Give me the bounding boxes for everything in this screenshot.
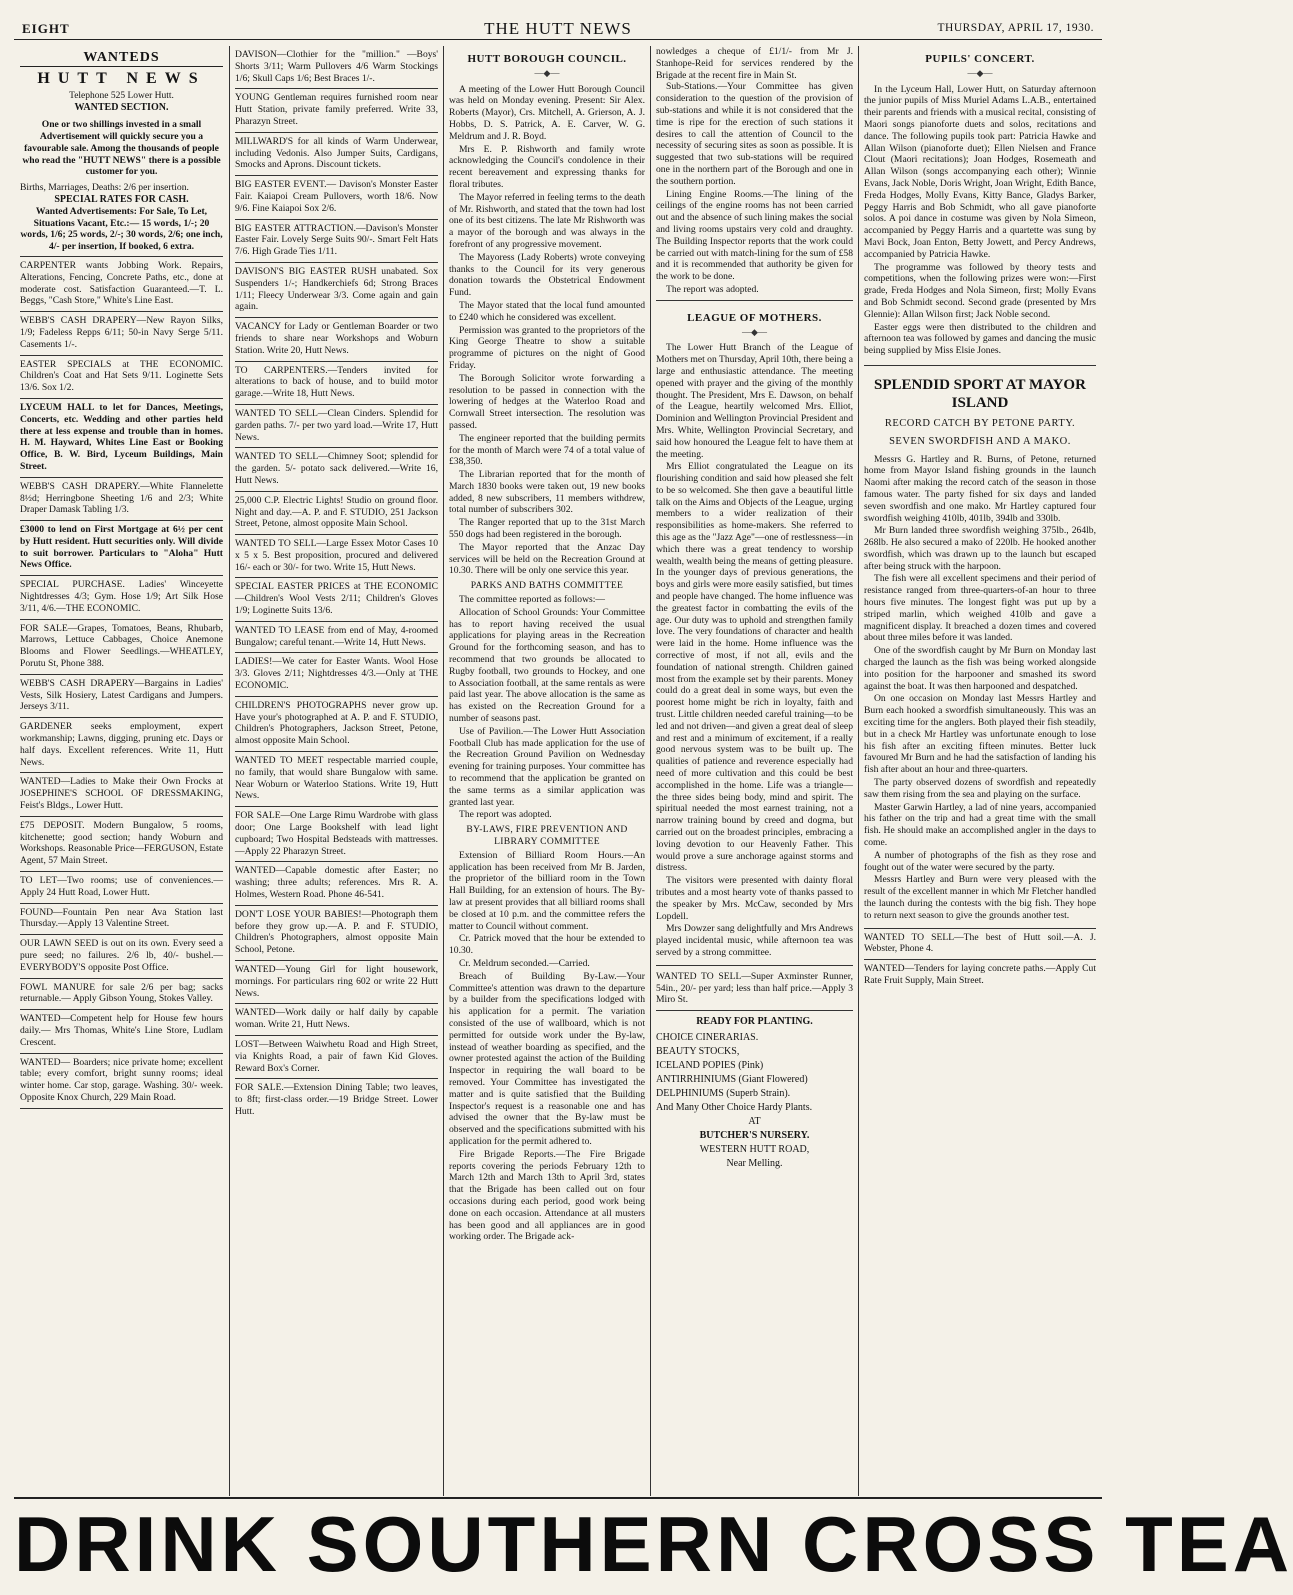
article-paragraph: The Mayor stated that the local fund amounted to £240 which he considered was excellent. xyxy=(449,299,645,323)
column-wanteds xyxy=(20,46,223,1496)
classified-ad: WANTED—Work daily or half daily by capable woman. Write 21, Hutt News. xyxy=(235,1004,438,1036)
classified-ad: WANTED—Competent help for House few hours daily.— Mrs Thomas, White's Line Store, Ludlam Crescent. xyxy=(20,1010,223,1053)
nursery-item: And Many Other Choice Hardy Plants. xyxy=(656,1102,813,1114)
classified-ad: FOWL MANURE for sale 2/6 per bag; sacks returnable.— Apply Gibson Young, Stokes Valley. xyxy=(20,979,223,1011)
article-paragraph: A meeting of the Lower Hutt Borough Council was held on Monday evening. Present: Sir Alex. Roberts (Mayor), Crs. Mitchell, A. Grierson, A. J. Hobbs, D. S. Patrick, A. E. Carver, W. G. Meldrum and J. R. Boyd. xyxy=(449,83,645,142)
masthead xyxy=(14,18,1102,40)
sport-subheading: RECORD CATCH BY PETONE PARTY. xyxy=(884,417,1076,429)
classified-ad: MILLWARD'S for all kinds of Warm Underwear, including Vedonis. Also Jumper Suits, Cardigans, Smocks and Aprons. Discount tickets. xyxy=(235,133,438,176)
classified-ad: WANTED—Young Girl for light housework, mornings. For particulars ring 602 or write 22 Hutt News. xyxy=(235,961,438,1004)
classified-ad: WANTED—Ladies to Make their Own Frocks at JOSEPHINE'S SCHOOL OF DRESSMAKING, Feist's Bldgs., Lower Hutt. xyxy=(20,773,223,816)
article-paragraph: Permission was granted to the proprietors of the King George Theatre to show a suitable programme of pictures on the night of Good Friday. xyxy=(449,324,645,371)
hutt-news-title: HUTT NEWS xyxy=(37,69,206,87)
article-paragraph: Fire Brigade Reports.—The Fire Brigade reports covering the periods February 12th to March 12th and March 13th to April 3rd, states that the Brigade has been called out on four occasions during each period, good work being done on each occasion. Attendance at all musters has been good and all appliances are in good working order. The Brigade ack- xyxy=(449,1148,645,1243)
article-paragraph: Extension of Billiard Room Hours.—An application has been received from Mr B. Jarden, the proprietor of the billiard room in the Town Hall Building, for an extension of hours. The By-law at present provides that all billiard rooms shall be closed at 10 p.m. and the committee refers the matter to Council without comment. xyxy=(449,849,645,932)
classified-ad: CARPENTER wants Jobbing Work. Repairs, Alterations, Fencing, Concrete Paths, etc., done at moderate cost. Satisfaction Guaranteed.—T. L. Beggs, "Cash Store," White's Line East. xyxy=(20,257,223,312)
nursery-address: WESTERN HUTT ROAD, xyxy=(699,1144,810,1156)
classified-ad: FOR SALE.—Extension Dining Table; two leaves, to 8ft; first-class order.—19 Bridge Street. Lower Hutt. xyxy=(235,1082,438,1117)
article-paragraph: The Mayoress (Lady Roberts) wrote conveying thanks to the Council for its very generous donation towards the Obstetrical Endowment Fund. xyxy=(449,251,645,299)
nursery-ad xyxy=(656,1011,853,1171)
column-rule xyxy=(443,46,444,1496)
article-paragraph: The committee reported as follows:— xyxy=(459,594,605,606)
article-paragraph: In the Lyceum Hall, Lower Hutt, on Saturday afternoon the junior pupils of Miss Muriel Adams L.A.B., entertained their parents and friends with a musical recital, consisting of Maori songs pianoforte duets and solos, recitations and dance. The following pupils took part: Patricia Hawke and Allan Wilson (pianoforte duet); Ellen Nielsen and France Clout (Maori recitations); Joan Hodges, Rosemeath and Allan Wilson (songs accompanying each other); Winnie Evans, Jack Noble, Doris Wright, Joan Wright, Edith Bance, Freda Hodges, Molly Evans, Kitty Bance, Gladys Barker, Peggy Harris and Bob Schmidt, who all gave pianoforte solos. A poi dance in costume was given by Nola Simeon, accompanied by Peggy Harris and a quartette was sung by Mavi Bock, Joan Enton, Betty Jowett, and Percy Andrews, accompanied by Patricia Hawke. xyxy=(864,83,1097,260)
classified-ad: WANTED TO SELL—Chimney Soot; splendid for the garden. 5/- potato sack delivered.—Write 16, Hutt News. xyxy=(235,448,438,491)
classified-ad: 25,000 C.P. Electric Lights! Studio on ground floor. Night and day.—A. P. and F. STUDIO, 251 Jackson Street, Petone, almost opposite Main School. xyxy=(235,492,438,535)
sport-heading: SPLENDID SPORT AT MAYOR ISLAND xyxy=(874,376,1086,411)
classified-ad: WANTED— Boarders; nice private home; excellent table; every comfort, bright sunny rooms; ideal winter home. Car stop, garage. Washing. 30/- week. Opposite Knox Church, 229 Main Road. xyxy=(20,1054,223,1109)
rates-text: Wanted Advertisements: For Sale, To Let, Situations Vacant, Etc.:— 15 words, 1/-; 20 words, 1/6; 25 words, 2/-; 30 words, 2/6; one inch, 4/- per insertion, If booked, 6 extra. xyxy=(20,205,223,253)
classified-ad: WANTED TO LEASE from end of May, 4-roomed Bungalow; careful tenant.—Write 14, Hutt News. xyxy=(235,622,438,654)
article-paragraph: Lining Engine Rooms.—The lining of the ceilings of the engine rooms has not been carried out and the absence of such lining makes the social and living rooms upstairs very cold and draughty. The Building Inspector reports that the work could be carried out with match-lining for the sum of £58 and it is recommended that authority be given for the work to be done. xyxy=(656,188,853,283)
nursery-heading: READY FOR PLANTING. xyxy=(696,1016,813,1028)
article-paragraph: The report was adopted. xyxy=(459,809,552,821)
classified-ad: DON'T LOSE YOUR BABIES!—Photograph them before they grow up.—A. P. and F. STUDIO, Children's Photographers, almost opposite Main School, Petone. xyxy=(235,906,438,961)
ornament: —◆— xyxy=(742,326,767,337)
births-rate: Births, Marriages, Deaths: 2/6 per insertion. xyxy=(20,182,189,194)
classified-ad: SPECIAL PURCHASE. Ladies' Winceyette Nightdresses 4/3; Gym. Hose 1/9; Art Silk Hose 3/11, 4/6.—THE ECONOMIC. xyxy=(20,576,223,619)
article-paragraph: Cr. Patrick moved that the hour be extended to 10.30. xyxy=(449,933,645,957)
concert-heading: PUPILS' CONCERT. xyxy=(925,53,1035,65)
classified-ad: £75 DEPOSIT. Modern Bungalow, 5 rooms, kitchenette; good section; handy Woburn and Workshops. Reasonable Price—FERGUSON, Estate Agent, 57 Main Street. xyxy=(20,817,223,872)
classified-ad: WANTED TO MEET respectable married couple, no family, that would share Bungalow with same. Near Woburn or Waterloo Stations. Write 19, Hutt News. xyxy=(235,752,438,807)
article-paragraph: Sub-Stations.—Your Committee has given consideration to the question of the provision of sub-stations and while it is not considered that the time is ripe for the erection of such stations it desires to call the attention of Council to the necessity of securing sites as soon as possible. It is suggested that two sub-stations will be required one in the northern part of the Borough and one in the southern portion. xyxy=(656,81,853,187)
wanteds-header xyxy=(20,52,223,253)
intro-text: One or two shillings invested in a small Advertisement will quickly secure you a favourable sale. Among the thousands of people who read the "HUTT NEWS" there is a possible customer for you. xyxy=(22,119,221,178)
article-paragraph: The fish were all excellent specimens and their period of resistance ranged from three-quarters-of-an hour to three hours five minutes. The longest fight was put up by a striped marlin, which weighed 410lb and gave a magnificent display. It breached a dozen times and covered about three miles before it was landed. xyxy=(864,573,1096,644)
classified-ad: WANTED TO SELL—Super Axminster Runner, 54in., 20/- per yard; less than half price.—Apply 3 Miro St. xyxy=(656,966,853,1011)
article-paragraph: One of the swordfish caught by Mr Burn on Monday last charged the launch as the fish was being worked alongside into position for the harpooner and smashed its sword against the boat. It was then harpooned and despatched. xyxy=(864,645,1096,692)
article-paragraph: The Mayor referred in feeling terms to the death of Mr. Rishworth, and stated that the town had lost one of its best citizens. The late Mr Rishworth was a mayor of the borough and was always in the forefront of any progressive movement. xyxy=(449,191,645,250)
bylaws-heading: BY-LAWS, FIRE PREVENTION AND LIBRARY COMMITTEE xyxy=(466,824,628,847)
wanteds-title: WANTEDS xyxy=(83,50,160,65)
article-paragraph: The Lower Hutt Branch of the League of Mothers met on Thursday, April 10th, there being a large and enthusiastic attendance. The meeting opened with prayer and the giving of the monthly thought. The President, Mrs E. Dawson, on behalf of the League, heartily welcomed Mrs. Elliot, Dominion and Wellington Provincial President and Mrs. White, Wellington Provincial Secretary, and said how honoured the League felt to have them at the meeting. xyxy=(656,342,853,460)
article-paragraph: Allocation of School Grounds: Your Committee has to report having received the usual applications for playing areas in the Recreation Ground for the forthcoming season, and has to recommend that two grounds be allocated to Rugby football, two grounds to Hockey, and one to Association football, at the same rentals as were paid last year. The above allocation is the same as has existed on the Recreation Ground for a number of seasons past. xyxy=(449,606,645,725)
classified-ad: TO LET—Two rooms; use of conveniences.—Apply 24 Hutt Road, Lower Hutt. xyxy=(20,872,223,904)
classified-ad: BIG EASTER EVENT.— Davison's Monster Easter Fair. Kaiapoi Cream Pullovers, worth 18/6. Now 9/6. Fine Kaiapoi Sox 2/6. xyxy=(235,176,438,219)
article-paragraph: Cr. Meldrum seconded.—Carried. xyxy=(459,957,590,969)
tea-advertisement-banner xyxy=(14,1497,1293,1589)
column-rule xyxy=(229,46,230,1496)
classified-ad: TO CARPENTERS.—Tenders invited for alterations to back of house, and to build motor garage.—Write 18, Hutt News. xyxy=(235,362,438,405)
article-paragraph: Master Garwin Hartley, a lad of nine years, accompanied his father on the trip and had a great time with the small fish. He should make an accomplished angler in the days to come. xyxy=(864,801,1096,849)
article-paragraph: Messrs G. Hartley and R. Burns, of Petone, returned home from Mayor Island fishing grounds in the launch Naomi after making the record catch of the season in those famous water. The party fished for six days and landed seven swordfish and one mako. Mr Hartley captured four swordfish weighing 410lb, 401lb, 394lb and 330lb. xyxy=(864,453,1096,524)
classified-ad: WANTED—Tenders for laying concrete paths.—Apply Cut Rate Fruit Supply, Main Street. xyxy=(864,963,1096,986)
column-council xyxy=(449,46,645,1496)
article-paragraph: Use of Pavilion.—The Lower Hutt Association Football Club has made application for the use of the Recreation Ground Pavilion on Wednesday evening for training purposes. Your committee has to recommend that the application be granted on the same terms as a similar application was granted last year. xyxy=(449,725,645,808)
column-rule xyxy=(650,46,651,1496)
classified-ad: FOR SALE—One Large Rimu Wardrobe with glass door; One Large Bookshelf with lead light cupboard; Two Hospital Bedsteads with mattresses.—Apply 22 Pharazyn Street. xyxy=(235,807,438,862)
article-paragraph: Easter eggs were then distributed to the children and afternoon tea was followed by games and dancing the music being supplied by Miss Elsie Jones. xyxy=(864,321,1096,357)
article-paragraph: Mr Burn landed three swordfish weighing 375lb., 264lb, 268lb. He also secured a mako of 220lb. He hooked another swordfish, which was drawn up to the launch but escaped after being struck with the harpoon. xyxy=(864,525,1096,572)
wanted-section: WANTED SECTION. xyxy=(74,102,169,114)
article-paragraph: The engineer reported that the building permits for the month of March were 74 of a total value of £38,350. xyxy=(449,432,645,468)
classified-ad: WANTED TO SELL—Large Essex Motor Cases 10 x 5 x 5. Best proposition, procured and delivered 16/- each or 30/- for two. Write 15, Hutt News. xyxy=(235,535,438,578)
classified-ad: YOUNG Gentleman requires furnished room near Hutt Station, private family preferred. Write 33, Pharazyn Street. xyxy=(235,89,438,132)
page-number: EIGHT xyxy=(22,21,70,36)
classified-ad: DAVISON'S BIG EASTER RUSH unabated. Sox Suspenders 1/-; Handkerchiefs 6d; Strong Braces 1/11; Fleecy Underwear 3/3. Come again and gain again. xyxy=(235,263,438,318)
nursery-item: DELPHINIUMS (Superb Strain). xyxy=(656,1088,791,1100)
league-heading: LEAGUE OF MOTHERS. xyxy=(687,311,822,324)
nursery-item: ICELAND POPIES (Pink) xyxy=(656,1060,764,1072)
column-ads xyxy=(235,46,438,1496)
classified-ad: SPECIAL EASTER PRICES at THE ECONOMIC—Children's Wool Vests 2/11; Children's Gloves 1/9; Loginette Suits 13/6. xyxy=(235,578,438,621)
classified-ad: BIG EASTER ATTRACTION.—Davison's Monster Easter Fair. Lovely Serge Suits 90/-. Smart Felt Hats 7/6. High Grade Ties 1/11. xyxy=(235,220,438,263)
sport-subheading-2: SEVEN SWORDFISH AND A MAKO. xyxy=(889,435,1071,447)
classified-ad: CHILDREN'S PHOTOGRAPHS never grow up. Have your's photographed at A. P. and F. STUDIO, Children's Photographers, Jackson Street, Petone, almost opposite Main School. xyxy=(235,697,438,752)
ornament: —◆— xyxy=(534,67,560,78)
classified-ad: LYCEUM HALL to let for Dances, Meetings, Concerts, etc. Wedding and other parties held there at less expense and trouble than in homes. H. M. Hayward, Whites Line East or Booking Office, B. W. Bird, Lyceum Buildings, Main Street. xyxy=(20,399,223,478)
classified-ad: FOR SALE—Grapes, Tomatoes, Beans, Rhubarb, Marrows, Lettuce Cabbages, Choice Anemone Blooms and Flower Seedlings.—WHEATLEY, Porutu St, Phone 388. xyxy=(20,620,223,675)
classified-ad: WEBB'S CASH DRAPERY.—White Flannelette 8½d; Herringbone Sheeting 1/6 and 2/3; White Draper Damask Tabling 1/3. xyxy=(20,478,223,521)
banner-text: DRINK SOUTHERN CROSS TEA xyxy=(14,1500,1293,1588)
article-paragraph: The Mayor reported that the Anzac Day services will be held on the Recreation Ground at 10.30. There will be only one service this year. xyxy=(449,541,645,577)
ornament: —◆— xyxy=(967,67,993,78)
classified-ad: DAVISON—Clothier for the "million." —Boys' Shorts 3/11; Warm Pullovers 4/6 Warm Stockings 1/6; Skull Caps 1/6; Best Braces 1/-. xyxy=(235,46,438,89)
column-league xyxy=(656,46,853,1496)
classified-ad: VACANCY for Lady or Gentleman Boarder or two friends to share near Workshops and Woburn Station. Write 20, Hutt News. xyxy=(235,318,438,361)
classified-ad: WEBB'S CASH DRAPERY—New Rayon Silks, 1/9; Fadeless Repps 6/11; 50-in Navy Serge 5/11. Casements 1/-. xyxy=(20,312,223,355)
article-paragraph: The Librarian reported that for the month of March 1830 books were taken out, 19 new books added, 8 new subscribers, 11 members withdrew, total number of subscribers 302. xyxy=(449,469,645,516)
article-paragraph: The visitors were presented with dainty floral tributes and a most hearty vote of thanks passed to the speaker by Mrs. McCaw, seconded by Mrs Lopdell. xyxy=(656,875,853,922)
article-paragraph: Mrs E. P. Rishworth and family wrote acknowledging the Council's condolence in their recent bereavement and expressing thanks for floral tributes. xyxy=(449,143,645,190)
article-paragraph: The report was adopted. xyxy=(666,283,759,295)
nursery-name: BUTCHER'S NURSERY. xyxy=(699,1130,810,1142)
classified-ad: WEBB'S CASH DRAPERY—Bargains in Ladies' Vests, Silk Hosiery, Latest Cardigans and Jumpers. Jerseys 3/11. xyxy=(20,675,223,718)
telephone: Telephone 525 Lower Hutt. xyxy=(69,90,174,101)
parks-heading: PARKS AND BATHS COMMITTEE xyxy=(470,580,624,592)
article-paragraph: Messrs Hartley and Burn were very pleased with the result of the excellent manner in which Mr Fletcher handled the launch during the contests with the big fish. They hope to return next season to give the grounds another test. xyxy=(864,874,1096,921)
classified-ad: GARDENER seeks employment, expert workmanship; Lawns, digging, pruning etc. Days or half days. Excellent references. Write 11, Hutt News. xyxy=(20,718,223,773)
classified-ad: EASTER SPECIALS at THE ECONOMIC. Children's Coat and Hat Sets 9/11. Loginette Sets 13/6. Sox 1/2. xyxy=(20,356,223,399)
classified-ad: FOUND—Fountain Pen near Ava Station last Thursday.—Apply 13 Valentine Street. xyxy=(20,904,223,936)
nursery-item: ANTIRRHINIUMS (Giant Flowered) xyxy=(656,1074,808,1086)
article-paragraph: A number of photographs of the fish as they rose and fought out of the water were secured by the party. xyxy=(864,849,1096,873)
article-paragraph: The party observed dozens of swordfish and repeatedly saw them rising from the sea and playing on the surface. xyxy=(864,777,1096,800)
classified-ad: WANTED—Capable domestic after Easter; no washing; three adults; references. Mrs R. A. Holmes, Western Road. Phone 46-541. xyxy=(235,862,438,905)
article-paragraph: The Borough Solicitor wrote forwarding a resolution to be passed in connection with the lowering of hedges at the Waterloo Road and Cornwall Street intersection. The resolution was passed. xyxy=(449,372,645,431)
classified-ad: WANTED TO SELL—The best of Hutt soil.—A. J. Webster, Phone 4. xyxy=(864,929,1096,961)
special-rates: SPECIAL RATES FOR CASH. xyxy=(54,193,189,205)
article-paragraph: The programme was followed by theory tests and competitions, when the following prizes were won:—First grade, Freda Hodges and Nola Simeon, first; Molly Evans and Bob Schmidt second. Second grade (presented by Mrs Glennie): Allan Wilson first; Jack Noble second. xyxy=(864,261,1096,320)
classified-ad: WANTED TO SELL—Clean Cinders. Splendid for garden paths. 7/- per two yard load.—Write 17, Hutt News. xyxy=(235,405,438,448)
column-rule xyxy=(858,46,859,1496)
nursery-item: BEAUTY STOCKS, xyxy=(656,1046,740,1058)
nursery-item: CHOICE CINERARIAS. xyxy=(656,1032,759,1044)
article-paragraph: Breach of Building By-Law.—Your Committee's attention was drawn to the departure by a builder from the specifications lodged with his application for a permit. The variation consisted of the use of wallboard, which is not permitted for outside work under the By-law, instead of weather boarding as specified, and the owner protested against the action of the Building Inspector in requiring the wall board to be removed. Your Committee has investigated the matter and is quite satisfied that the Building Inspector's request is a reasonable one and has advised the owner that the By-law must be observed and the specifications submitted with his application for the permit adhered to. xyxy=(449,970,645,1147)
article-paragraph: On one occasion on Monday last Messrs Hartley and Burn each hooked a swordfish simultaneously. This was an exciting time for the anglers. Both played their fish steadily, but in a check Mr Hartley was unfortunate enough to lose his fish after an exciting fifteen minutes. Better luck favoured Mr Burn and he had the satisfaction of landing his fish after about an hour and three-quarters. xyxy=(864,693,1096,776)
nursery-near: Near Melling. xyxy=(726,1158,783,1170)
article-paragraph: Mrs Dowzer sang delightfully and Mrs Andrews played incidental music, while afternoon tea was served by a strong committee. xyxy=(656,923,853,958)
classified-ad: LADIES!—We cater for Easter Wants. Wool Hose 3/3. Gloves 2/11; Nightdresses 4/3.—Only at THE ECONOMIC. xyxy=(235,653,438,696)
nursery-at: AT xyxy=(748,1116,761,1128)
classified-ad: £3000 to lend on First Mortgage at 6½ per cent by Hutt resident. Hutt securities only. Will divide to suit borrower. Particulars to "Aloha" Hutt News Office. xyxy=(20,521,223,576)
column-concert-sport xyxy=(864,46,1096,1496)
classified-ad: LOST—Between Waiwhetu Road and High Street, via Knights Road, a pair of fawn Kid Gloves. Reward Box's Corner. xyxy=(235,1036,438,1079)
article-paragraph: nowledges a cheque of £1/1/- from Mr J. Stanhope-Reid for services rendered by the Brigade at the recent fire in Main St. xyxy=(656,46,853,81)
classified-ad: OUR LAWN SEED is out on its own. Every seed a pure seed; no failures. 2/6 lb, 40/- bushel.—EVERYBODY'S opposite Post Office. xyxy=(20,935,223,978)
article-paragraph: Mrs Elliot congratulated the League on its flourishing condition and said how pleased she felt to be so welcomed. She then gave a beautiful little talk on the Aims and Objects of the League, urging members to a wider realization of their responsibilities as home-makers. She referred to this age as the "Jazz Age"—one of restlessness—in which there was a great tendency to worship wealth, wealth being the means of getting pleasure. In the younger days of previous generations, the boys and girls were more easily satisfied, but times and people have changed. The home influence was the greatest factor in combatting the evils of the age. Our duty was to uphold and strengthen family love. The very foundations of character and health were laid in the home. Home influence was the corrective of most, if not all, evils and the foundation of national strength. Children gained most from the example set by their parents. Money could do a great deal in some ways, but even the poorest home might be rich in loyalty, faith and trust. Little children needed careful training—to be led and not driven—and given a great deal of sleep and rest and a minimum of excitement, if a really good nervous system was to be built up. The qualities of patience and reverence especially had need of more cultivation and this could be best accomplished in the home. Life was a triangle—the three sides being body, mind and spirit. The spiritual needed the most earnest training, not a narrow training bound by creed and dogma, but carried out on the broadest principles, embracing a loving devotion to our Heavenly Father. This would prove a sure anchorage against storms and distress. xyxy=(656,461,853,874)
article-paragraph: The Ranger reported that up to the 31st March 550 dogs had been registered in the borough. xyxy=(449,517,645,541)
issue-date: THURSDAY, APRIL 17, 1930. xyxy=(937,22,1094,34)
council-heading: HUTT BOROUGH COUNCIL. xyxy=(467,53,627,65)
newspaper-title: THE HUTT NEWS xyxy=(484,19,632,38)
